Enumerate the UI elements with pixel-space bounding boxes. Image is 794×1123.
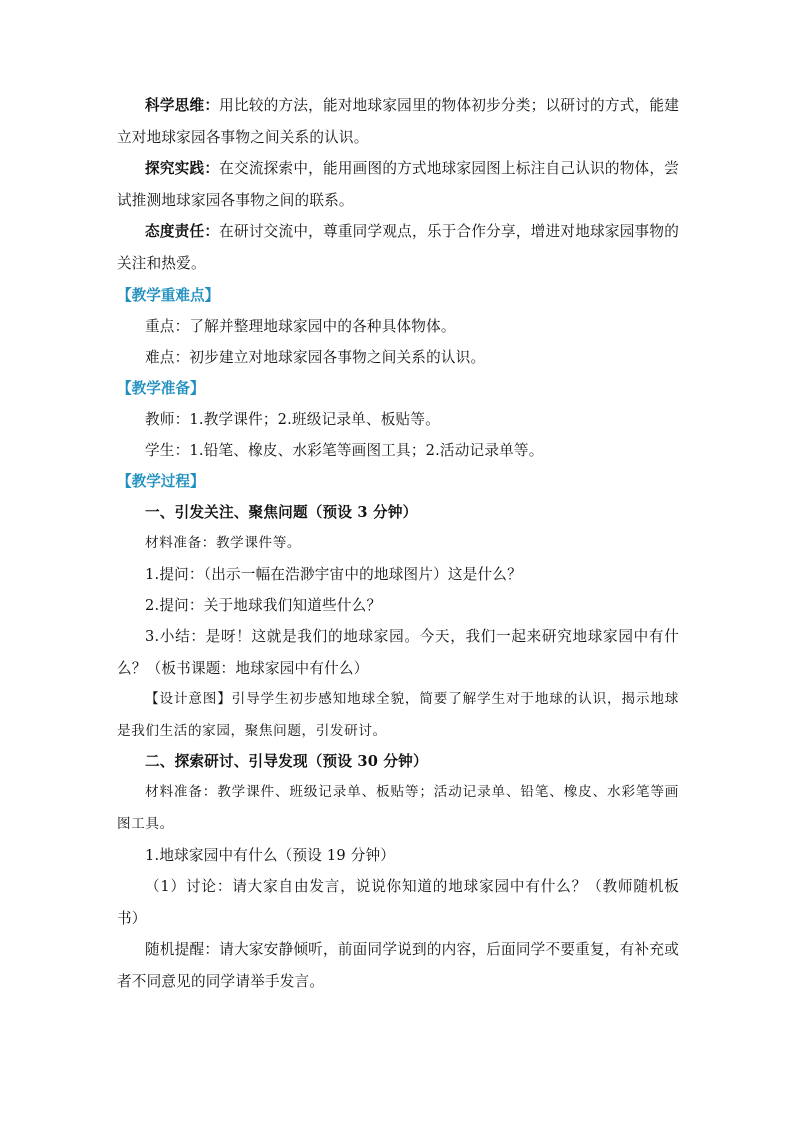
prep-teacher: 教师：1.教学课件；2.班级记录单、板贴等。	[145, 411, 440, 428]
heading-key-points: 【教学重难点】	[117, 287, 220, 304]
key-point-difficulty: 难点：初步建立对地球家园各事物之间关系的认识。	[145, 349, 486, 366]
part1-materials: 材料准备：教学课件等。	[145, 535, 302, 551]
key-point-focus: 重点：了解并整理地球家园中的各种具体物体。	[145, 318, 456, 335]
goal-science-thinking-text: 用比较的方法，能对地球家园里的物体初步分类；以研讨的方式，能建立对地球家园各事物之间关系的认识。	[117, 97, 679, 146]
part1-title: 一、引发关注、聚焦问题（预设 3 分钟）	[145, 504, 418, 521]
part1-design-intent: 【设计意图】引导学生初步感知地球全貌，简要了解学生对于地球的认识，揭示地球是我们生活的家园，聚焦问题，引发研讨。	[117, 691, 679, 739]
part2-item-1: 1.地球家园中有什么（预设 19 分钟）	[145, 847, 396, 864]
part2-discussion: （1）讨论：请大家自由发言，说说你知道的地球家园中有什么？（教师随机板书）	[117, 878, 679, 927]
goal-science-thinking-label: 科学思维：	[145, 97, 220, 114]
part1-question-2: 2.提问：关于地球我们知道些什么？	[145, 597, 382, 614]
goal-inquiry-text: 在交流探索中，能用画图的方式地球家园图上标注自己认识的物体，尝试推测地球家园各事物之间的联系。	[117, 160, 679, 209]
prep-student: 学生：1.铅笔、橡皮、水彩笔等画图工具；2.活动记录单等。	[145, 442, 544, 459]
heading-process: 【教学过程】	[117, 473, 205, 490]
part2-reminder: 随机提醒：请大家安静倾听，前面同学说到的内容，后面同学不要重复，有补充或者不同意见的同学请举手发言。	[117, 941, 679, 990]
part2-title: 二、探索研讨、引导发现（预设 30 分钟）	[145, 753, 428, 770]
goal-attitude-text: 在研讨交流中，尊重同学观点，乐于合作分享，增进对地球家园事物的关注和热爱。	[117, 223, 679, 272]
goal-attitude-label: 态度责任：	[145, 223, 220, 240]
heading-preparation: 【教学准备】	[117, 380, 205, 397]
goal-inquiry-label: 探究实践：	[145, 160, 220, 177]
goal-science-thinking	[117, 90, 679, 153]
goal-attitude	[117, 216, 679, 279]
part1-summary: 3.小结：是呀！这就是我们的地球家园。今天，我们一起来研究地球家园中有什么？（板书课题：地球家园中有什么）	[117, 628, 679, 677]
goal-inquiry	[117, 153, 679, 216]
part2-materials: 材料准备：教学课件、班级记录单、板贴等；活动记录单、铅笔、橡皮、水彩笔等画图工具。	[117, 784, 679, 832]
part1-question-1: 1.提问：（出示一幅在浩渺宇宙中的地球图片）这是什么？	[145, 566, 522, 583]
